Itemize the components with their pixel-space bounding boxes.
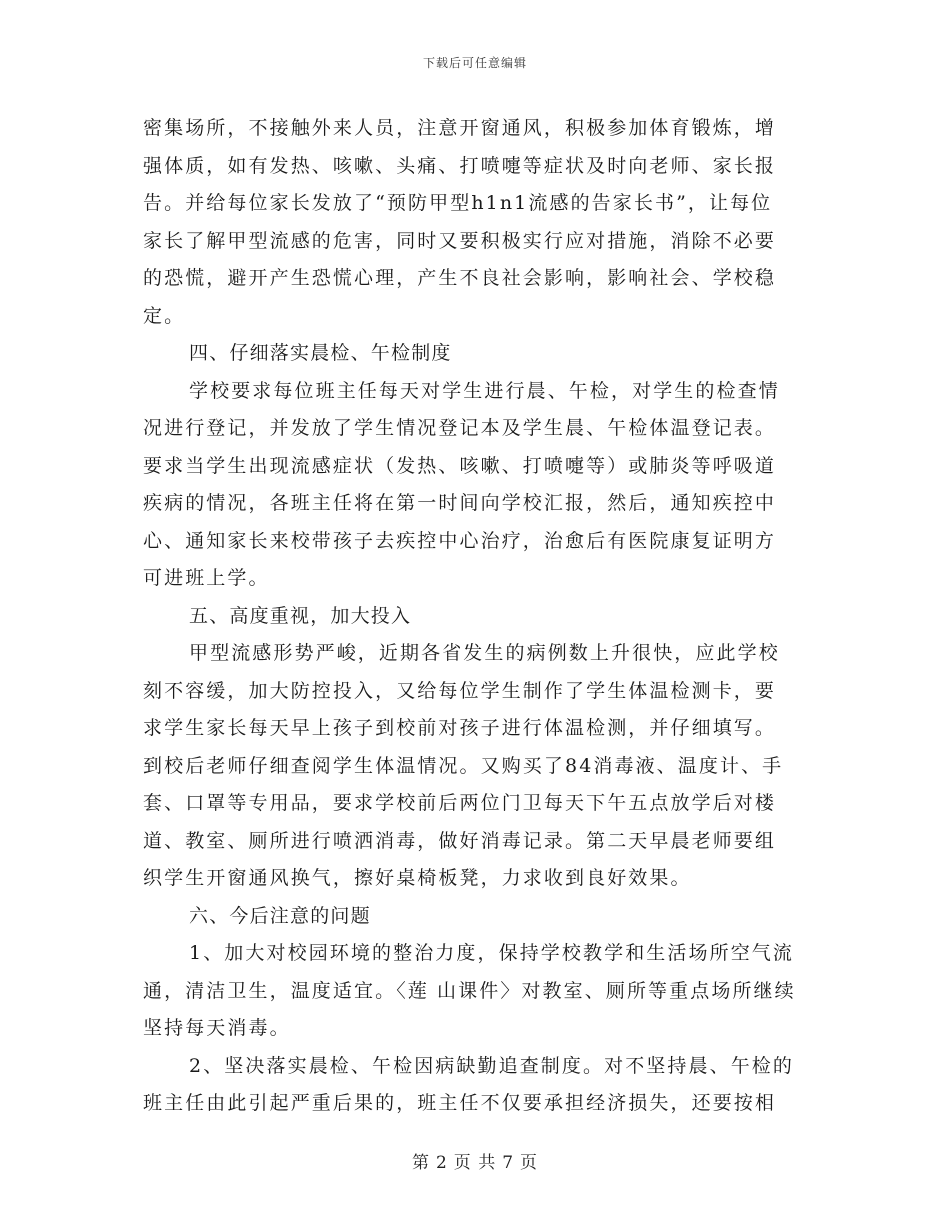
body-line: 家长了解甲型流感的危害，同时又要积极实行应对措施，消除不必要	[143, 229, 777, 252]
body-line: 定。	[143, 304, 186, 327]
footer-total-pages: 7	[502, 1153, 515, 1173]
body-line: 强体质，如有发热、咳嗽、头痛、打喷嚏等症状及时向老师、家长报	[143, 154, 777, 177]
body-line: 通，清洁卫生，温度适宜。〈莲 山课件〉对教室、厕所等重点场所继续	[143, 979, 796, 1002]
body-line: 况进行登记，并发放了学生情况登记本及学生晨、午检体温登记表。	[143, 417, 777, 439]
paragraph-first-line: 2、坚决落实晨检、午检因病缺勤追查制度。对不坚持晨、午检的	[189, 1054, 794, 1077]
body-line: 心、通知家长来校带孩子去疾控中心治疗，治愈后有医院康复证明方	[143, 529, 777, 552]
body-line: 刻不容缓，加大防控投入，又给每位学生制作了学生体温检测卡，要	[143, 679, 777, 702]
body-line: 可进班上学。	[143, 567, 270, 589]
document-body	[143, 110, 805, 1123]
footer-page-number: 2	[435, 1153, 448, 1173]
paragraph-first-line: 1、加大对校园环境的整治力度，保持学校教学和生活场所空气流	[189, 942, 794, 964]
paragraph-first-line: 甲型流感形势严峻，近期各省发生的病例数上升很快，应此学校	[189, 642, 780, 664]
body-line: 密集场所，不接触外来人员，注意开窗通风，积极参加体育锻炼，增	[143, 117, 777, 139]
body-line: 到校后老师仔细查阅学生体温情况。又购买了84消毒液、温度计、手	[143, 754, 784, 777]
body-line: 要求当学生出现流感症状（发热、咳嗽、打喷嚏等）或肺炎等呼吸道	[143, 454, 777, 477]
body-line: 的恐慌，避开产生恐慌心理，产生不良社会影响，影响社会、学校稳	[143, 267, 777, 289]
body-line: 疾病的情况，各班主任将在第一时间向学校汇报，然后，通知疾控中	[143, 492, 777, 514]
footer-prefix: 第	[411, 1153, 430, 1173]
paragraph-first-line: 学校要求每位班主任每天对学生进行晨、午检，对学生的检查情	[189, 379, 780, 402]
body-line: 坚持每天消毒。	[143, 1017, 291, 1039]
body-line: 求学生家长每天早上孩子到校前对孩子进行体温检测，并仔细填写。	[143, 717, 777, 739]
body-line: 套、口罩等专用品，要求学校前后两位门卫每天下午五点放学后对楼	[143, 792, 777, 814]
body-line: 班主任由此引起严重后果的，班主任不仅要承担经济损失，还要按相	[143, 1092, 777, 1114]
section-heading-4: 四、仔细落实晨检、午检制度	[189, 342, 452, 364]
body-line: 织学生开窗通风换气，擦好桌椅板凳，力求收到良好效果。	[143, 867, 692, 889]
page-header-note: 下载后可任意编辑	[422, 56, 527, 70]
section-heading-5: 五、高度重视，加大投入	[189, 604, 412, 627]
footer-middle: 页 共	[453, 1153, 497, 1173]
page-footer	[0, 1148, 950, 1173]
footer-suffix: 页	[520, 1153, 539, 1173]
body-line: 道、教室、厕所进行喷洒消毒，做好消毒记录。第二天早晨老师要组	[143, 829, 777, 852]
section-heading-6: 六、今后注意的问题	[189, 904, 371, 927]
body-line: 告。并给每位家长发放了“预防甲型h1n1流感的告家长书”，让每位	[143, 192, 773, 214]
